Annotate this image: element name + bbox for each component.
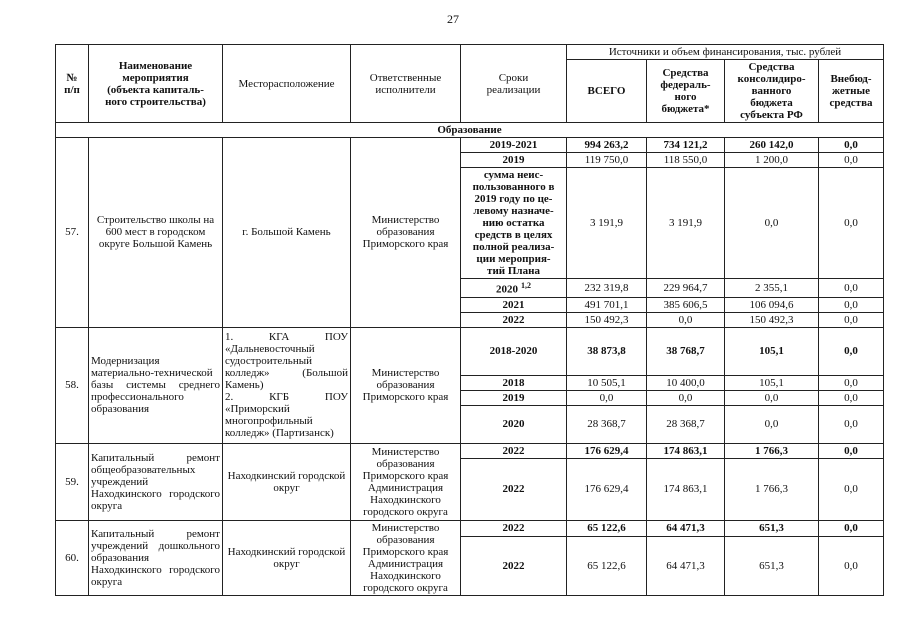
total-cell: 65 122,6 <box>567 520 647 536</box>
extra-cell: 0,0 <box>819 327 884 375</box>
project-location: 1. КГА ПОУ «Дальневосточный судостроительный колледж» (Большой Камень) 2. КГБ ПОУ «Приморский многопрофильный колледж» (Партизанск) <box>223 327 351 443</box>
total-cell: 994 263,2 <box>567 138 647 153</box>
federal-cell: 174 863,1 <box>647 458 725 520</box>
federal-cell: 28 368,7 <box>647 405 725 443</box>
total-cell: 176 629,4 <box>567 458 647 520</box>
project-location: г. Большой Камень <box>223 138 351 328</box>
project-location: Находкинский городской округ <box>223 520 351 595</box>
extra-cell: 0,0 <box>819 312 884 327</box>
row-number: 58. <box>56 327 89 443</box>
project-responsible: Министерство образования Приморского края Администрация Находкинского городского округа <box>351 443 461 520</box>
header-responsible: Ответственные исполнители <box>351 45 461 123</box>
header-name: Наименование мероприятия (объекта капиталь- ного строительства) <box>89 45 223 123</box>
row-number: 59. <box>56 443 89 520</box>
extra-cell: 0,0 <box>819 297 884 312</box>
extra-cell: 0,0 <box>819 536 884 595</box>
extra-cell: 0,0 <box>819 138 884 153</box>
extra-cell: 0,0 <box>819 458 884 520</box>
federal-cell: 3 191,9 <box>647 168 725 279</box>
regional-cell: 651,3 <box>725 536 819 595</box>
period-cell: 2022 <box>461 312 567 327</box>
period-cell: 2022 <box>461 458 567 520</box>
total-cell: 119 750,0 <box>567 153 647 168</box>
header-total: ВСЕГО <box>567 60 647 123</box>
extra-cell: 0,0 <box>819 153 884 168</box>
project-location: Находкинский городской округ <box>223 443 351 520</box>
regional-cell: 651,3 <box>725 520 819 536</box>
total-cell: 28 368,7 <box>567 405 647 443</box>
total-cell: 10 505,1 <box>567 375 647 390</box>
period-cell: 2021 <box>461 297 567 312</box>
period-cell: 2022 <box>461 520 567 536</box>
regional-cell: 260 142,0 <box>725 138 819 153</box>
project-name: Капитальный ремонт учреждений дошкольного образования Находкинского городского округа <box>89 520 223 595</box>
federal-cell: 385 606,5 <box>647 297 725 312</box>
extra-cell: 0,0 <box>819 443 884 458</box>
federal-cell: 229 964,7 <box>647 279 725 298</box>
regional-cell: 1 766,3 <box>725 458 819 520</box>
project-name: Капитальный ремонт общеобразовательных учреждений Находкинского городского округа <box>89 443 223 520</box>
project-responsible: Министерство образования Приморского края <box>351 327 461 443</box>
extra-cell: 0,0 <box>819 279 884 298</box>
period-cell: 2018-2020 <box>461 327 567 375</box>
federal-cell: 734 121,2 <box>647 138 725 153</box>
project-responsible: Министерство образования Приморского края <box>351 138 461 328</box>
regional-cell: 1 200,0 <box>725 153 819 168</box>
period-cell: сумма неис- пользованного в 2019 году по це- левому назначе- нию остатка средств в целях полной реализа- ции мероприя- тий Плана <box>461 168 567 279</box>
period-cell <box>461 279 567 298</box>
financing-table <box>55 44 884 596</box>
federal-cell: 38 768,7 <box>647 327 725 375</box>
regional-cell: 2 355,1 <box>725 279 819 298</box>
total-cell: 491 701,1 <box>567 297 647 312</box>
period-cell: 2020 <box>461 405 567 443</box>
period-cell: 2019-2021 <box>461 138 567 153</box>
federal-cell: 0,0 <box>647 390 725 405</box>
header-location: Месторасположение <box>223 45 351 123</box>
regional-cell: 105,1 <box>725 375 819 390</box>
footnote-marker: 1,2 <box>521 281 531 290</box>
header-period: Сроки реализации <box>461 45 567 123</box>
period-cell: 2022 <box>461 443 567 458</box>
extra-cell: 0,0 <box>819 168 884 279</box>
header-extra: Внебюд- жетные средства <box>819 60 884 123</box>
extra-cell: 0,0 <box>819 520 884 536</box>
regional-cell: 1 766,3 <box>725 443 819 458</box>
federal-cell: 10 400,0 <box>647 375 725 390</box>
regional-cell: 0,0 <box>725 390 819 405</box>
page-number: 27 <box>447 12 459 26</box>
row-number: 57. <box>56 138 89 328</box>
period-cell: 2018 <box>461 375 567 390</box>
federal-cell: 174 863,1 <box>647 443 725 458</box>
total-cell: 3 191,9 <box>567 168 647 279</box>
total-cell: 176 629,4 <box>567 443 647 458</box>
total-cell: 38 873,8 <box>567 327 647 375</box>
total-cell: 0,0 <box>567 390 647 405</box>
regional-cell: 0,0 <box>725 405 819 443</box>
regional-cell: 150 492,3 <box>725 312 819 327</box>
extra-cell: 0,0 <box>819 405 884 443</box>
header-sources: Источники и объем финансирования, тыс. рублей <box>567 45 884 60</box>
federal-cell: 118 550,0 <box>647 153 725 168</box>
project-name: Строительство школы на 600 мест в городском округе Большой Камень <box>89 138 223 328</box>
total-cell: 65 122,6 <box>567 536 647 595</box>
federal-cell: 64 471,3 <box>647 536 725 595</box>
period-cell: 2022 <box>461 536 567 595</box>
project-name: Модернизация материально-технической базы системы среднего профессионального образования <box>89 327 223 443</box>
row-number: 60. <box>56 520 89 595</box>
header-regional: Средства консолидиро- ванного бюджета субъекта РФ <box>725 60 819 123</box>
header-num: № п/п <box>56 45 89 123</box>
total-cell: 232 319,8 <box>567 279 647 298</box>
project-responsible: Министерство образования Приморского края Администрация Находкинского городского округа <box>351 520 461 595</box>
period-cell: 2019 <box>461 153 567 168</box>
regional-cell: 0,0 <box>725 168 819 279</box>
section-title: Образование <box>56 123 884 138</box>
extra-cell: 0,0 <box>819 390 884 405</box>
extra-cell: 0,0 <box>819 375 884 390</box>
federal-cell: 0,0 <box>647 312 725 327</box>
total-cell: 150 492,3 <box>567 312 647 327</box>
period-cell: 2019 <box>461 390 567 405</box>
federal-cell: 64 471,3 <box>647 520 725 536</box>
regional-cell: 106 094,6 <box>725 297 819 312</box>
regional-cell: 105,1 <box>725 327 819 375</box>
period-year: 2020 <box>496 283 518 296</box>
header-federal: Средства федераль- ного бюджета* <box>647 60 725 123</box>
